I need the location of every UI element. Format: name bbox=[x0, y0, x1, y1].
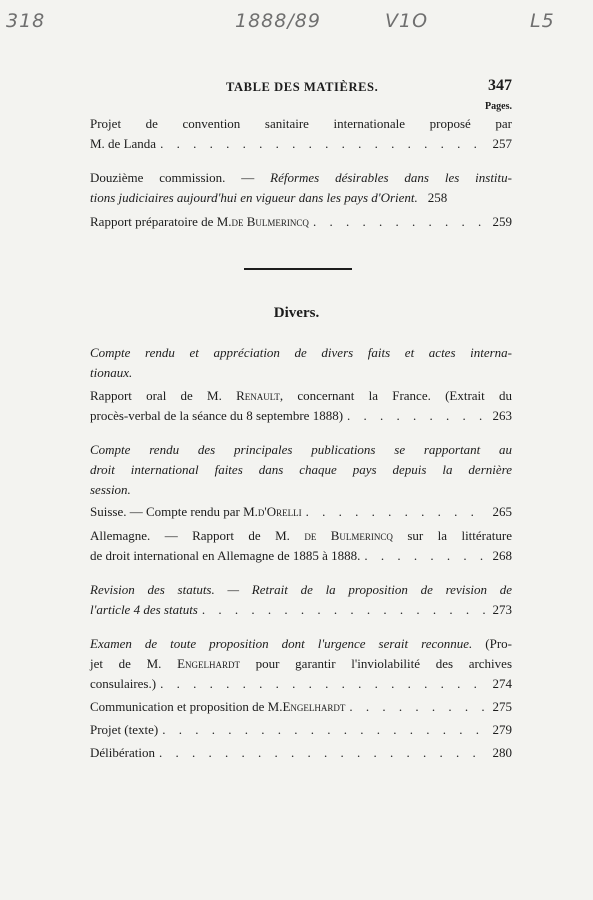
toc-entry-revision-statuts bbox=[90, 580, 512, 620]
toc-entry-allemagne bbox=[90, 526, 512, 566]
entry-text: Rapport oral de M. bbox=[90, 388, 237, 403]
entry-line: droit international faites dans chaque pays depuis la dernière bbox=[90, 462, 512, 477]
entry-line: tionaux. bbox=[90, 365, 133, 380]
entry-page: 273 bbox=[492, 602, 512, 617]
entry-line: Projet de convention sanitaire internationale proposé par bbox=[90, 116, 512, 131]
entry-line: Compte rendu et appréciation de divers faits et actes interna- bbox=[90, 345, 512, 360]
toc-entry-douzieme-commission bbox=[90, 168, 512, 208]
entry-name: de Bulmerincq bbox=[231, 214, 309, 229]
toc-entry-deliberation bbox=[90, 743, 512, 763]
toc-entry-suisse bbox=[90, 502, 512, 522]
entry-prefix: Douzième commission. — bbox=[90, 170, 271, 185]
page-number: 347 bbox=[488, 77, 512, 94]
leader-dots bbox=[156, 134, 484, 154]
entry-line: M. de Landa bbox=[90, 136, 157, 151]
toc-entry-communication bbox=[90, 697, 512, 717]
leader-dots bbox=[158, 720, 484, 740]
entry-line: Revision des statuts. — Retrait de la proposition de revision de bbox=[90, 582, 512, 597]
entry-page: 258 bbox=[427, 190, 448, 205]
leader-dots bbox=[155, 743, 485, 763]
entry-page: 279 bbox=[492, 722, 512, 737]
entry-text: Allemagne. — Rapport de M. bbox=[90, 528, 305, 543]
entry-line: de droit international en Allemagne de 1885 à 1888. bbox=[90, 548, 361, 563]
entry-name: d'Orelli bbox=[257, 504, 302, 519]
entry-text: sur la littérature bbox=[392, 528, 512, 543]
leader-dots bbox=[302, 502, 485, 522]
entry-text: Projet (texte) bbox=[90, 722, 159, 737]
entry-page: 265 bbox=[492, 504, 512, 519]
entry-name: Engelhardt bbox=[282, 699, 346, 714]
toc-entry-publications bbox=[90, 440, 512, 500]
entry-text: pour garantir l'inviolabilité des archives bbox=[240, 656, 513, 671]
leader-dots bbox=[360, 546, 484, 566]
entry-text: (Pro- bbox=[472, 636, 513, 651]
leader-dots bbox=[345, 697, 484, 717]
entry-line: l'article 4 des statuts bbox=[90, 602, 198, 617]
running-title: TABLE DES MATIÈRES. bbox=[226, 80, 379, 94]
toc-entry-examen-urgence bbox=[90, 634, 512, 694]
leader-dots bbox=[198, 600, 485, 620]
entry-page: 274 bbox=[492, 676, 512, 691]
entry-text: jet de M. bbox=[90, 656, 178, 671]
handwritten-note-1: 318 bbox=[6, 10, 46, 32]
entry-page: 259 bbox=[492, 214, 512, 229]
handwritten-note-3: V1O bbox=[385, 10, 429, 32]
page-header bbox=[90, 77, 512, 112]
toc-entry-rapport-preparatoire bbox=[90, 212, 512, 232]
entry-text: , concernant la France. (Extrait du bbox=[279, 388, 512, 403]
entry-italic: Réformes désirables dans les institu- bbox=[270, 170, 512, 185]
entry-italic: Examen de toute proposition dont l'urgence serait reconnue. bbox=[90, 636, 473, 651]
handwritten-note-4: L5 bbox=[530, 10, 555, 32]
entry-page: 263 bbox=[492, 408, 512, 423]
toc-entry-compte-rendu bbox=[90, 343, 512, 383]
toc-entry-rapport-renault bbox=[90, 386, 512, 426]
section-rule bbox=[244, 268, 352, 270]
entry-name: Renault bbox=[236, 388, 280, 403]
entry-name: de Bulmerincq bbox=[304, 528, 393, 543]
entry-line: Compte rendu des principales publications se rapportant au bbox=[90, 442, 512, 457]
entry-name: Engelhardt bbox=[177, 656, 241, 671]
handwritten-note-2: 1888/89 bbox=[235, 10, 321, 32]
entry-text: Suisse. — Compte rendu par M. bbox=[90, 504, 258, 519]
leader-dots bbox=[309, 212, 485, 232]
entry-text: Rapport préparatoire de M. bbox=[90, 214, 232, 229]
toc-entry-landa bbox=[90, 114, 512, 154]
toc-entry-projet-texte bbox=[90, 720, 512, 740]
entry-text: Délibération bbox=[90, 745, 155, 760]
entry-page: 257 bbox=[492, 136, 512, 151]
entry-text: Communication et proposition de M. bbox=[90, 699, 283, 714]
entry-line: session. bbox=[90, 482, 131, 497]
entry-line: procès-verbal de la séance du 8 septembre 1888) bbox=[90, 408, 344, 423]
leader-dots bbox=[343, 406, 484, 426]
entry-page: 280 bbox=[492, 745, 512, 760]
entry-italic: tions judiciaires aujourd'hui en vigueur dans les pays d'Orient. bbox=[90, 190, 418, 205]
entry-line: consulaires.) bbox=[90, 676, 157, 691]
entry-page: 275 bbox=[492, 699, 512, 714]
pages-column-label: Pages. bbox=[485, 101, 512, 112]
leader-dots bbox=[156, 674, 484, 694]
entry-page: 268 bbox=[492, 548, 512, 563]
section-title: Divers. bbox=[273, 305, 320, 321]
